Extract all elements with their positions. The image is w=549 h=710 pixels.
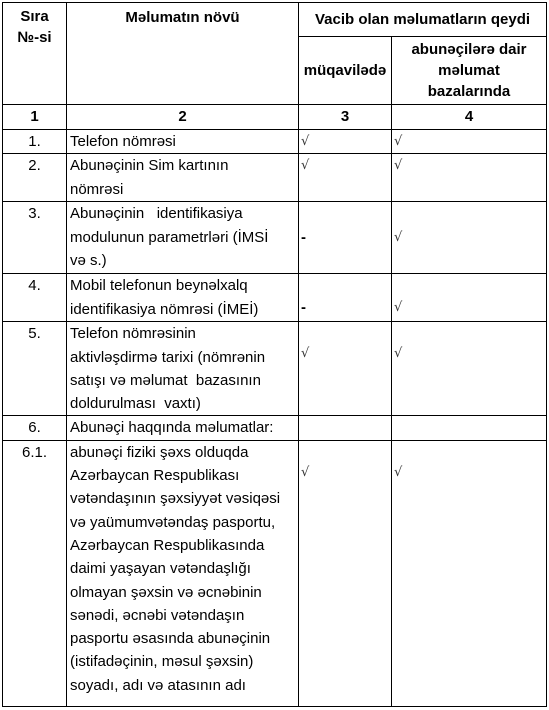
row-text: Telefon nömrəsi — [67, 130, 299, 154]
table-row — [3, 154, 547, 202]
database-check-mark: √ — [392, 154, 547, 202]
row-index: 4. — [3, 274, 67, 322]
table-row — [3, 416, 547, 440]
contract-check-mark: √ — [299, 154, 392, 202]
row-text: Abunəçinin identifikasiya modulunun parametrləri (İMSİ və s.) — [67, 202, 299, 274]
database-check-mark: √ — [392, 202, 547, 274]
column-number: 3 — [299, 105, 392, 130]
table-row — [3, 440, 547, 706]
row-index: 3. — [3, 202, 67, 274]
table-row — [3, 274, 547, 322]
contract-check-mark: √ — [299, 130, 392, 154]
header-col-3: müqavilədə — [299, 37, 392, 105]
row-text: Telefon nömrəsinin aktivləşdirmə tarixi (nömrənin satışı və məlumat bazasının doldurulması vaxtı) — [67, 322, 299, 416]
column-number: 2 — [67, 105, 299, 130]
contract-mark: - — [299, 274, 392, 322]
row-index: 1. — [3, 130, 67, 154]
contract-mark — [299, 416, 392, 440]
column-number: 4 — [392, 105, 547, 130]
row-text: abunəçi fiziki şəxs olduqda Azərbaycan Respublikası vətəndaşının şəxsiyyət vəsiqəsi və yaümumvətəndaş pasportu, Azərbaycan Respublikasında daimi yaşayan vətəndaşlığı olmayan şəxsin və əcnəbinin sənədi, əcnəbi vətəndaşın pasportu əsasında abunəçinin (istifadəçinin, məsul şəxsin) soyadı, adı və atasının adı — [67, 440, 299, 706]
contract-check-mark: √ — [299, 440, 392, 706]
contract-mark: - — [299, 202, 392, 274]
database-check-mark: √ — [392, 322, 547, 416]
row-text: Abunəçinin Sim kartının nömrəsi — [67, 154, 299, 202]
table-row — [3, 322, 547, 416]
row-index: 6.1. — [3, 440, 67, 706]
header-col-1: Sıra №-si — [3, 3, 67, 105]
header-col-4: abunəçilərə dair məlumat bazalarında — [392, 37, 547, 105]
row-index: 5. — [3, 322, 67, 416]
database-check-mark: √ — [392, 130, 547, 154]
header-group: Vacib olan məlumatların qeydi — [299, 3, 547, 37]
row-text: Abunəçi haqqında məlumatlar: — [67, 416, 299, 440]
table-row — [3, 130, 547, 154]
column-number-row — [3, 105, 547, 130]
row-text: Mobil telefonun beynəlxalq identifikasiya nömrəsi (İMEİ) — [67, 274, 299, 322]
row-index: 2. — [3, 154, 67, 202]
database-mark — [392, 416, 547, 440]
header-col-2: Məlumatın növü — [67, 3, 299, 105]
column-number: 1 — [3, 105, 67, 130]
table-row — [3, 202, 547, 274]
contract-check-mark: √ — [299, 322, 392, 416]
database-check-mark: √ — [392, 274, 547, 322]
data-table — [2, 2, 547, 707]
database-check-mark: √ — [392, 440, 547, 706]
row-index: 6. — [3, 416, 67, 440]
